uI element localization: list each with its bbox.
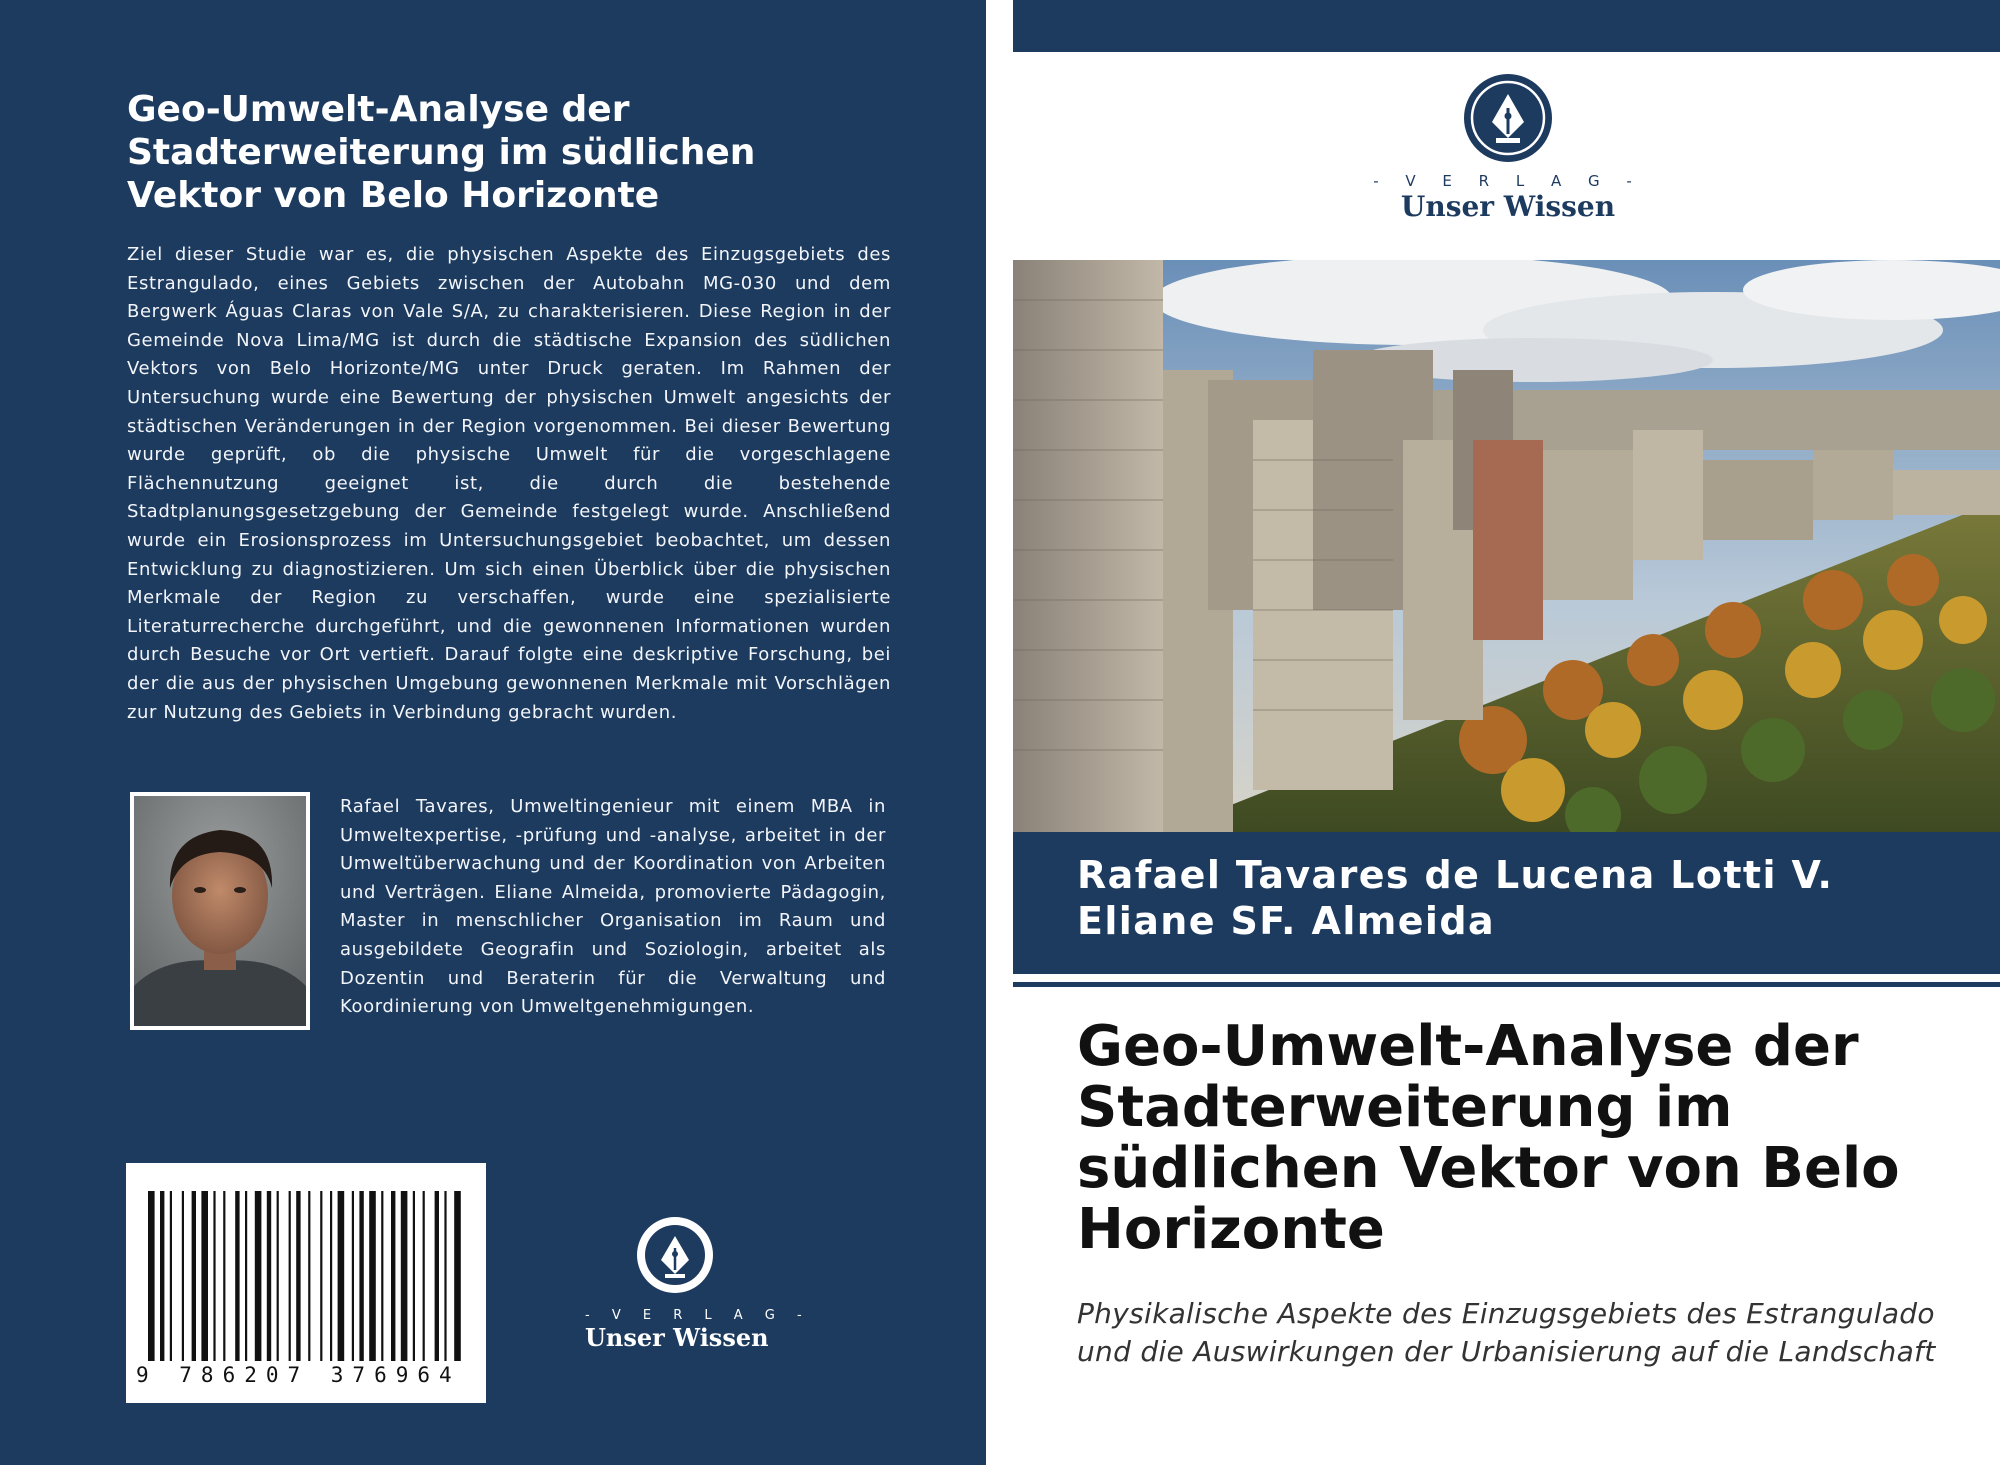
front-publisher-logo <box>1373 72 1643 222</box>
author-photo <box>130 792 310 1030</box>
barcode-bar <box>182 1191 184 1361</box>
author-bio: Rafael Tavares, Umweltingenieur mit einem MBA in Umweltexpertise, -prüfung und -analyse, arbeitet in der Umweltüberwachung und der Koordination von Arbeiten und Verträgen. Eliane Almeida, promovierte Pädagogin, Master in menschlicher Organisation im Raum und ausgebildete Geografin und Soziologin, arbeitet als Dozentin und Beraterin für die Verwaltung und Koordinierung von Umweltgenehmigungen. <box>340 796 886 1018</box>
barcode-bar <box>148 1191 155 1361</box>
barcode-bar <box>277 1191 279 1361</box>
barcode-bar <box>160 1191 164 1361</box>
back-publisher-logo <box>585 1210 811 1352</box>
barcode-bar <box>352 1191 354 1361</box>
barcode-bar <box>267 1191 271 1361</box>
author-band <box>1013 832 2000 974</box>
front-cover <box>1013 0 2000 1465</box>
back-cover-title: Geo-Umwelt-Analyse der Stadterweiterung im südlichen Vektor von Belo Horizonte <box>127 89 756 216</box>
city-park-photo-image <box>1013 260 2000 832</box>
barcode-bar <box>213 1191 215 1361</box>
barcode-bar <box>391 1191 395 1361</box>
barcode-bar <box>192 1191 196 1361</box>
front-top-bar <box>1013 0 2000 52</box>
barcode-bar <box>255 1191 262 1361</box>
barcode-bar <box>330 1191 332 1361</box>
barcode-bar <box>359 1191 363 1361</box>
barcode-bar <box>289 1191 291 1361</box>
barcode-bar <box>235 1191 239 1361</box>
barcode-bars <box>126 1163 486 1363</box>
barcode-bar <box>454 1191 461 1361</box>
front-logo-verlag: - V E R L A G - <box>1373 172 1643 190</box>
barcode-bar <box>413 1191 415 1361</box>
barcode-bar <box>338 1191 345 1361</box>
barcode-bar <box>444 1191 446 1361</box>
front-logo-name: Unser Wissen <box>1400 190 1616 223</box>
barcode-bar <box>423 1191 425 1361</box>
author-name-1: Rafael Tavares de Lucena Lotti V. <box>1077 853 1834 897</box>
pen-nib-emblem-icon <box>1373 72 1643 162</box>
isbn-barcode <box>126 1163 486 1403</box>
back-logo-verlag: - V E R L A G - <box>585 1308 811 1323</box>
barcode-bar <box>369 1191 376 1361</box>
author-portrait-image <box>134 796 306 1026</box>
barcode-bar <box>201 1191 208 1361</box>
back-cover-abstract: Ziel dieser Studie war es, die physischen Aspekte des Einzugsgebiets des Estrangulado, eines Gebiets zwischen der Autobahn MG-030 und dem Bergwerk Águas Claras von Vale S/A, zu charakterisieren. Diese Region in der Gemeinde Nova Lima/MG ist durch die städtische Expansion des südlichen Vektors von Belo Horizonte/MG unter Druck geraten. Im Rahmen der Untersuchung wurde eine Bewertung der physischen Umwelt angesichts der städtischen Veränderungen in der Region vorgenommen. Bei dieser Bewertung wurde geprüft, ob die physische Umwelt für die vorgeschlagene Flächennutzung geeignet ist, die durch die bestehende Stadtplanungsgesetzgebung der Gemeinde festgelegt wurde. Anschließend wurde ein Erosionsprozess im Untersuchungsgebiet beobachtet, um dessen Entwicklung zu diagnostizieren. Um sich einen Überblick über die physischen Merkmale der Region zu verschaffen, wurde eine spezialisierte Literaturrecherche durchgeführt, und die gewonnenen Informationen wurden durch Besuche vor Ort vertieft. Darauf folgte eine deskriptive Forschung, bei der die aus der physischen Umgebung gewonnenen Merkmale mit Vorschlägen zur Nutzung des Gebiets in Verbindung gebracht wurden. <box>127 244 891 723</box>
barcode-bar <box>170 1191 172 1361</box>
divider-rule <box>1013 982 2000 987</box>
author-name-2: Eliane SF. Almeida <box>1077 899 1495 943</box>
isbn-digits: 9 786207 376964 <box>136 1363 461 1387</box>
barcode-bar <box>296 1191 300 1361</box>
barcode-bar <box>245 1191 247 1361</box>
pen-nib-emblem-icon <box>585 1210 765 1300</box>
barcode-bar <box>223 1191 225 1361</box>
barcode-bar <box>308 1191 310 1361</box>
barcode-bar <box>320 1191 322 1361</box>
barcode-bar <box>435 1191 439 1361</box>
cover-photo <box>1013 260 2000 832</box>
front-cover-title: Geo-Umwelt-Analyse der Stadterweiterung im südlichen Vektor von Belo Horizonte <box>1077 1014 1900 1262</box>
front-cover-subtitle: Physikalische Aspekte des Einzugsgebiets des Estrangulado und die Auswirkungen der Urbanisierung auf die Landschaft <box>1077 1297 1936 1368</box>
back-cover <box>0 0 986 1465</box>
barcode-bar <box>381 1191 383 1361</box>
back-logo-name: Unser Wissen <box>585 1323 769 1352</box>
barcode-bar <box>401 1191 408 1361</box>
author-names <box>1077 852 1977 944</box>
